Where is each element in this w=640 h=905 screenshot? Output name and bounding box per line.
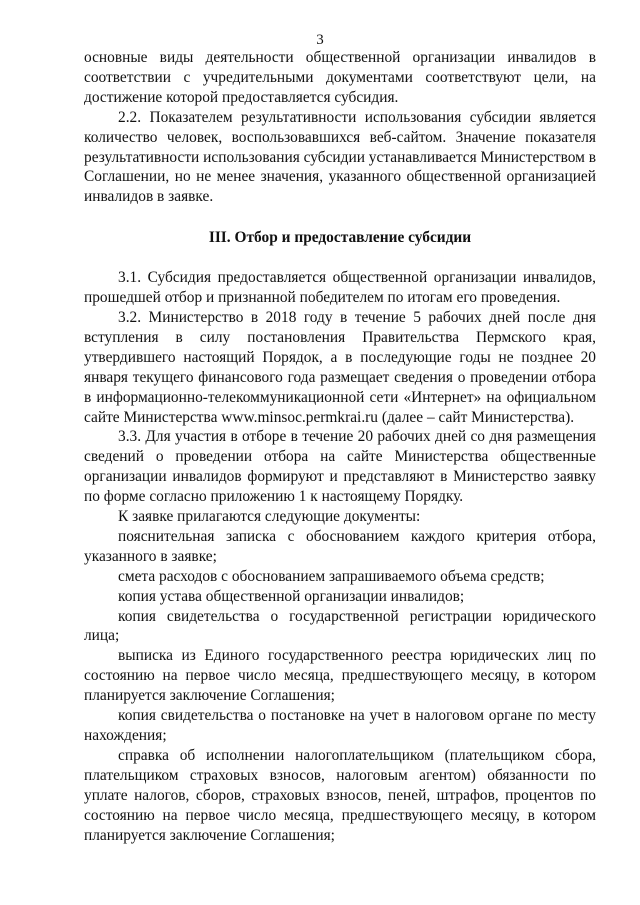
list-item-charter-copy: копия устава общественной организации инвалидов; [118,587,465,605]
section-heading: III. Отбор и предоставление субсидии [208,229,472,247]
list-item-registration-certificate: копия свидетельства о государственной регистрации юридического лица; [84,607,596,645]
list-item-cost-estimate: смета расходов с обоснованием запрашиваемого объема средств; [118,567,545,585]
page-number: 3 [316,32,324,48]
list-item-tax-certificate: справка об исполнении налогоплательщиком (плательщиком сбора, плательщиком страховых взносов, налоговым агентом) обязанности по уплате налогов, сборов, страховых взносов, пеней, штрафов, процентов по состоянию на первое число месяца, предшествующего месяцу, в котором планируется заключение Соглашения; [84,746,596,844]
paragraph-2-2: 2.2. Показателем результативности использования субсидии является количество человек, воспользовавшихся веб-сайтом. Значение показателя результативности использования субсидии устанавливается Министерством в Соглашении, но не менее значения, указанного общественной организацией инвалидов в заявке. [84,108,596,206]
paragraph-continuation: основные виды деятельности общественной организации инвалидов в соответствии с учредительными документами соответствуют цели, на достижение которой предоставляется субсидия. [84,49,596,106]
document-body [84,48,596,845]
list-item-explanatory-note: пояснительная записка с обоснованием каждого критерия отбора, указанного в заявке; [84,527,596,565]
paragraph-3-2: 3.2. Министерство в 2018 году в течение 5 рабочих дней после дня вступления в силу постановления Правительства Пермского края, утвердившего настоящий Порядок, а в последующие годы не позднее 20 января текущего финансового года размещает сведения о проведении отбора в информационно-телекоммуникационной сети «Интернет» на официальном сайте Министерства www.minsoc.permkrai.ru (далее – сайт Министерства). [84,308,596,426]
paragraph-3-1: 3.1. Субсидия предоставляется общественной организации инвалидов, прошедшей отбор и признанной победителем по итогам его проведения. [84,269,596,307]
paragraph-documents-intro: К заявке прилагаются следующие документы: [118,508,421,526]
paragraph-3-3: 3.3. Для участия в отборе в течение 20 рабочих дней со дня размещения сведений о проведении отбора на сайте Министерства общественные организации инвалидов формируют и представляют в Министерство заявку по форме согласно приложению 1 к настоящему Порядку. [84,428,596,506]
list-item-registry-extract: выписка из Единого государственного реестра юридических лиц по состоянию на первое число месяца, предшествующего месяцу, в котором планируется заключение Соглашения; [84,647,596,705]
list-item-tax-registration: копия свидетельства о постановке на учет в налоговом органе по месту нахождения; [84,707,596,744]
